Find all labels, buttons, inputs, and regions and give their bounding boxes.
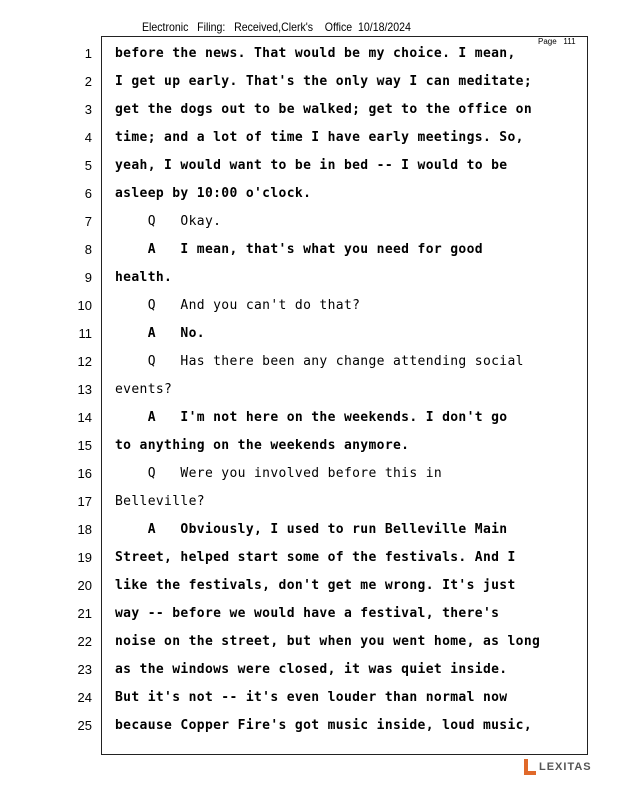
transcript-text — [115, 40, 585, 740]
transcript-line: events? — [115, 382, 173, 397]
line-number: 22 — [77, 634, 92, 649]
line-number: 7 — [84, 214, 92, 229]
line-number: 8 — [84, 242, 92, 257]
line-number: 6 — [84, 186, 92, 201]
transcript-line: A I mean, that's what you need for good — [115, 242, 483, 257]
line-number: 14 — [77, 410, 92, 425]
transcript-line: like the festivals, don't get me wrong. It's just — [115, 578, 516, 593]
transcript-line: to anything on the weekends anymore. — [115, 438, 410, 453]
transcript-line: Q Were you involved before this in — [115, 466, 443, 481]
transcript-line: way -- before we would have a festival, there's — [115, 606, 500, 621]
transcript-line: Street, helped start some of the festivals. And I — [115, 550, 516, 565]
transcript-line: as the windows were closed, it was quiet inside. — [115, 662, 508, 677]
transcript-line: asleep by 10:00 o'clock. — [115, 186, 312, 201]
line-number: 16 — [77, 466, 92, 481]
line-number: 23 — [77, 662, 92, 677]
transcript-line: noise on the street, but when you went home, as long — [115, 634, 541, 649]
line-number: 15 — [77, 438, 92, 453]
line-number: 1 — [84, 46, 92, 61]
transcript-line: yeah, I would want to be in bed -- I would to be — [115, 158, 508, 173]
line-number: 24 — [77, 690, 92, 705]
line-number: 13 — [77, 382, 92, 397]
transcript-line: time; and a lot of time I have early meetings. So, — [115, 130, 524, 145]
line-number: 25 — [77, 718, 92, 733]
line-number: 3 — [84, 102, 92, 117]
lexitas-logo-text: LEXITAS — [539, 761, 592, 773]
line-number: 19 — [77, 550, 92, 565]
lexitas-logo-icon — [524, 759, 536, 775]
line-number: 4 — [84, 130, 92, 145]
line-number: 18 — [77, 522, 92, 537]
transcript-line: A Obviously, I used to run Belleville Main — [115, 522, 508, 537]
line-number: 5 — [84, 158, 92, 173]
line-number: 17 — [77, 494, 92, 509]
line-number: 12 — [77, 354, 92, 369]
transcript-line: Q Has there been any change attending social — [115, 354, 524, 369]
page-number: Page 111 — [538, 37, 576, 46]
transcript-line: But it's not -- it's even louder than normal now — [115, 690, 508, 705]
transcript-line: Q And you can't do that? — [115, 298, 361, 313]
lexitas-logo — [524, 758, 592, 776]
filing-stamp: Electronic Filing: Received,Clerk's Office 10/18/2024 — [142, 20, 411, 34]
line-number: 21 — [77, 606, 92, 621]
transcript-line: health. — [115, 270, 173, 285]
line-number: 11 — [78, 326, 92, 341]
transcript-line: because Copper Fire's got music inside, loud music, — [115, 718, 533, 733]
transcript-line: I get up early. That's the only way I can meditate; — [115, 74, 533, 89]
line-number: 20 — [77, 578, 92, 593]
transcript-line: Q Okay. — [115, 214, 222, 229]
transcript-line: A I'm not here on the weekends. I don't go — [115, 410, 508, 425]
transcript-line: before the news. That would be my choice. I mean, — [115, 46, 516, 61]
line-number-column — [60, 40, 92, 740]
transcript-line: A No. — [115, 326, 205, 341]
transcript-line: get the dogs out to be walked; get to the office on — [115, 102, 533, 117]
line-number: 2 — [84, 74, 92, 89]
transcript-line: Belleville? — [115, 494, 205, 509]
line-number: 10 — [77, 298, 92, 313]
line-number: 9 — [84, 270, 92, 285]
